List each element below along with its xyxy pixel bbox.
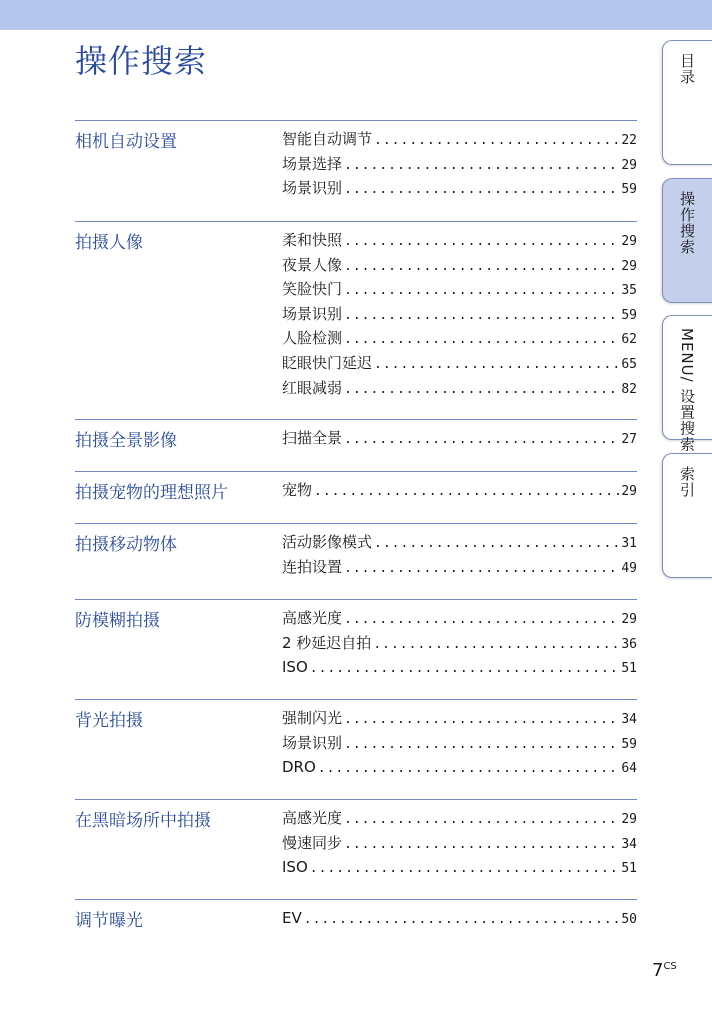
leader-dots (344, 733, 619, 756)
entry-label: 场景识别 (282, 179, 343, 198)
leader-dots (314, 480, 619, 503)
index-entry[interactable] (282, 755, 637, 780)
entry-page-number: 62 (621, 332, 637, 348)
index-entry[interactable] (282, 351, 637, 376)
entry-label: DRO (282, 758, 316, 777)
section-title: 拍摄宠物的理想照片 (75, 483, 228, 503)
entry-page-number: 34 (621, 836, 637, 852)
entry-label: 扫描全景 (282, 429, 343, 447)
leader-dots (344, 255, 619, 278)
section-title: 防模糊拍摄 (75, 611, 160, 631)
entry-label: 红眼减弱 (282, 378, 343, 397)
entry-page-number: 29 (621, 812, 637, 827)
leader-dots (374, 353, 619, 376)
page-title: 操作搜索 (75, 42, 208, 80)
section-title: 拍摄全景影像 (75, 431, 177, 451)
section-list (75, 120, 637, 946)
leader-dots (344, 708, 619, 731)
side-tab-menu-settings-search[interactable] (662, 315, 712, 453)
index-entry[interactable] (282, 302, 637, 327)
section-title: 相机自动设置 (75, 132, 177, 152)
section (75, 599, 637, 699)
leader-dots (344, 328, 619, 351)
entry-label: 高感光度 (282, 809, 343, 827)
entry-page-number: 31 (621, 536, 637, 551)
index-entry[interactable] (282, 176, 637, 201)
entry-label: 智能自动调节 (282, 130, 373, 148)
index-entry[interactable] (282, 253, 637, 278)
section (75, 419, 637, 471)
section-title: 拍摄人像 (75, 233, 143, 253)
entry-label: 连拍设置 (282, 557, 343, 576)
leader-dots (344, 608, 619, 631)
entry-label: ISO (282, 858, 308, 877)
leader-dots (344, 808, 619, 831)
entry-label: 活动影像模式 (282, 533, 373, 551)
entry-page-number: 36 (621, 636, 637, 652)
leader-dots (318, 757, 620, 780)
section-title: 背光拍摄 (75, 711, 143, 731)
entry-page-number: 34 (621, 712, 637, 727)
side-tab-label: 目录 (678, 53, 696, 85)
section-title: 拍摄移动物体 (75, 535, 177, 555)
leader-dots (344, 378, 619, 401)
page-number-suffix: CS (663, 961, 677, 972)
section (75, 471, 637, 523)
entry-page-number: 51 (621, 661, 637, 677)
section (75, 699, 637, 799)
entry-page-number: 59 (621, 736, 637, 752)
entry-page-number: 64 (621, 761, 637, 777)
entry-page-number: 49 (621, 560, 637, 576)
leader-dots (374, 532, 619, 555)
entry-page-number: 29 (621, 234, 637, 249)
index-entry[interactable] (282, 655, 637, 680)
leader-dots (373, 633, 619, 656)
entry-page-number: 35 (621, 283, 637, 299)
index-entry[interactable] (282, 606, 637, 631)
leader-dots (374, 129, 619, 152)
leader-dots (344, 557, 619, 580)
entry-page-number: 29 (621, 258, 637, 274)
entry-page-number: 59 (621, 182, 637, 198)
entry-label: 强制闪光 (282, 709, 343, 727)
entry-label: 夜景人像 (282, 255, 343, 274)
leader-dots (344, 428, 619, 451)
index-entry[interactable] (282, 631, 637, 656)
index-entry[interactable] (282, 426, 637, 451)
side-tab-label: MENU/ 设置搜索 (678, 328, 696, 453)
side-tab-operation-search[interactable] (662, 178, 712, 303)
leader-dots (344, 833, 619, 856)
entry-label: 人脸检测 (282, 329, 343, 348)
index-entry[interactable] (282, 855, 637, 880)
section (75, 799, 637, 899)
entry-page-number: 29 (621, 612, 637, 627)
index-entry[interactable] (282, 806, 637, 831)
entry-page-number: 59 (621, 307, 637, 323)
index-entry[interactable] (282, 906, 637, 931)
entry-page-number: 27 (621, 432, 637, 447)
section (75, 221, 637, 419)
entry-label: 场景识别 (282, 304, 343, 323)
index-entry[interactable] (282, 228, 637, 253)
index-entry[interactable] (282, 127, 637, 152)
index-entry[interactable] (282, 731, 637, 756)
index-entry[interactable] (282, 706, 637, 731)
entry-page-number: 29 (621, 157, 637, 173)
section (75, 523, 637, 599)
index-entry[interactable] (282, 376, 637, 401)
index-entry[interactable] (282, 555, 637, 580)
leader-dots (310, 657, 620, 680)
entry-page-number: 22 (621, 133, 637, 148)
entry-label: 眨眼快门延迟 (282, 353, 373, 372)
entry-label: 场景选择 (282, 154, 343, 173)
entry-page-number: 65 (621, 356, 637, 372)
entry-page-number: 51 (621, 861, 637, 877)
index-entry[interactable] (282, 478, 637, 503)
leader-dots (344, 304, 619, 327)
entry-page-number: 82 (621, 381, 637, 397)
index-entry[interactable] (282, 277, 637, 302)
entry-page-number: 29 (621, 484, 637, 499)
index-entry[interactable] (282, 152, 637, 177)
page-number (652, 960, 677, 981)
entry-label: 高感光度 (282, 609, 343, 627)
index-entry[interactable] (282, 326, 637, 351)
side-tab-label: 索引 (678, 466, 696, 498)
index-entry[interactable] (282, 831, 637, 856)
index-entry[interactable] (282, 530, 637, 555)
entry-page-number: 50 (621, 912, 637, 927)
side-tab-index[interactable] (662, 453, 712, 578)
leader-dots (344, 279, 619, 302)
leader-dots (344, 230, 619, 253)
entry-label: EV (282, 909, 302, 927)
entry-label: 场景识别 (282, 733, 343, 752)
side-tab-label: 操作搜索 (678, 191, 696, 255)
section (75, 899, 637, 946)
leader-dots (304, 908, 620, 931)
leader-dots (310, 857, 620, 880)
page-number-value: 7 (652, 960, 664, 981)
entry-label: 笑脸快门 (282, 280, 343, 299)
section-title: 在黑暗场所中拍摄 (75, 811, 211, 831)
leader-dots (344, 154, 619, 177)
entry-label: 2 秒延迟自拍 (282, 633, 372, 652)
side-tab-contents[interactable] (662, 40, 712, 165)
entry-label: 慢速同步 (282, 833, 343, 852)
section (75, 120, 637, 221)
entry-label: 宠物 (282, 481, 313, 499)
leader-dots (344, 178, 619, 201)
section-title: 调节曝光 (75, 911, 143, 931)
top-banner (0, 0, 712, 30)
entry-label: 柔和快照 (282, 231, 343, 249)
entry-label: ISO (282, 658, 308, 677)
